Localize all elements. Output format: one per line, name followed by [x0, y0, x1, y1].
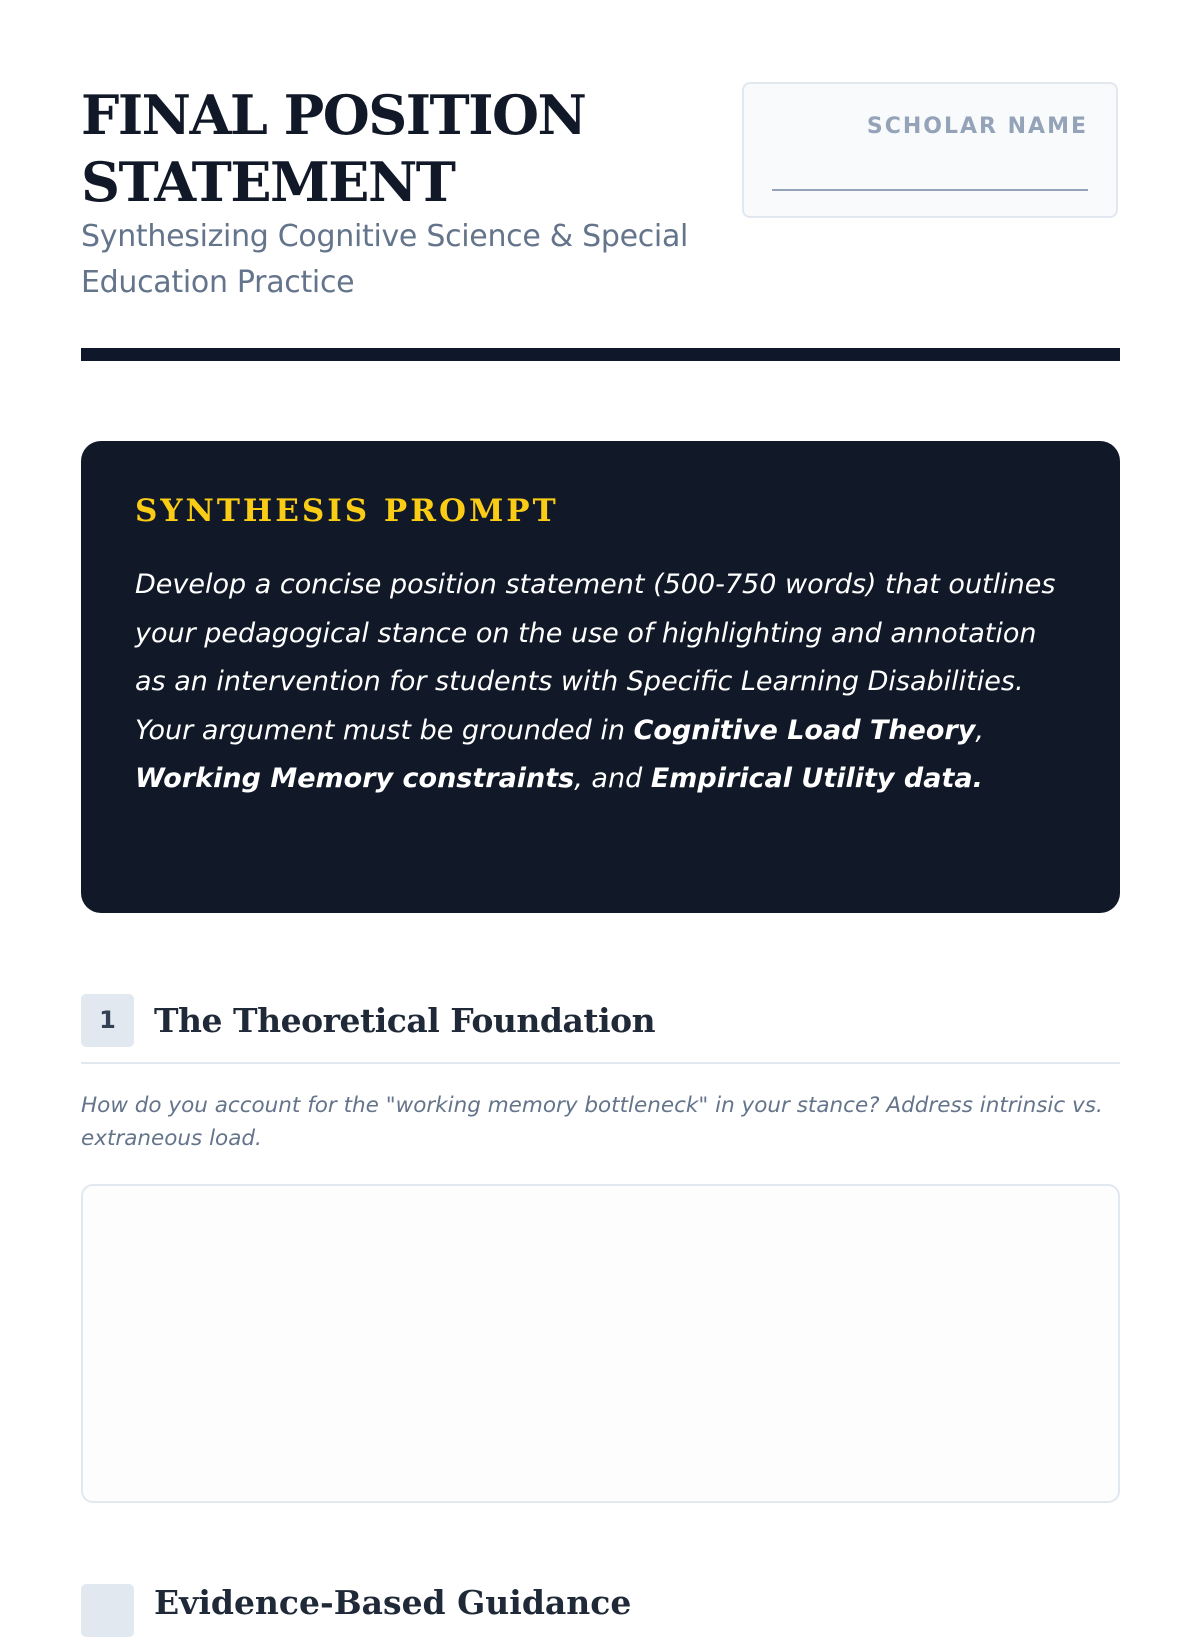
prompt-term-working-memory: Working Memory constraints	[135, 763, 575, 794]
prompt-term-cognitive-load: Cognitive Load Theory	[633, 714, 976, 746]
prompt-separator-2: , and	[574, 763, 651, 794]
scholar-name-input-line[interactable]	[772, 189, 1088, 191]
prompt-term-empirical-utility: Empirical Utility data.	[650, 763, 983, 794]
synthesis-prompt-card	[81, 441, 1120, 913]
header-divider	[81, 348, 1120, 361]
page-title-line-1: FINAL POSITION	[81, 83, 586, 147]
section-title: The Theoretical Foundation	[154, 1001, 656, 1040]
prompt-separator-1: ,	[975, 714, 984, 746]
section-number-badge: 1	[81, 994, 134, 1047]
page-title	[81, 82, 701, 216]
position-statement-page	[81, 0, 1120, 1622]
section-2-title: Evidence-Based Guidance	[154, 1583, 632, 1622]
page-title-line-2: STATEMENT	[81, 150, 455, 214]
section-1-header	[81, 994, 1120, 1064]
scholar-name-label: SCHOLAR NAME	[866, 114, 1088, 139]
page-header	[81, 82, 1120, 312]
section-1-question: How do you account for the "working memory bottleneck" in your stance? Address intrinsic vs. extraneous load.	[81, 1093, 1103, 1151]
synthesis-prompt-text	[135, 561, 1066, 804]
page-subtitle-line-2: Education Practice	[81, 265, 355, 300]
page-subtitle-line-1: Synthesizing Cognitive Science & Special	[81, 219, 689, 254]
page-subtitle	[81, 214, 761, 306]
prompt-intro-text: Develop a concise position statement (500-750 words) that outlines your pedagogical stance on the use of highlighting and annotation as an intervention for students with Specific Learning Disabilities. Your argument must be grounded in	[135, 569, 1056, 746]
section-1-answer-textarea[interactable]	[81, 1184, 1120, 1503]
section-2-number-badge	[81, 1584, 134, 1637]
synthesis-prompt-title: SYNTHESIS PROMPT	[135, 493, 559, 529]
scholar-name-field[interactable]	[742, 82, 1118, 218]
